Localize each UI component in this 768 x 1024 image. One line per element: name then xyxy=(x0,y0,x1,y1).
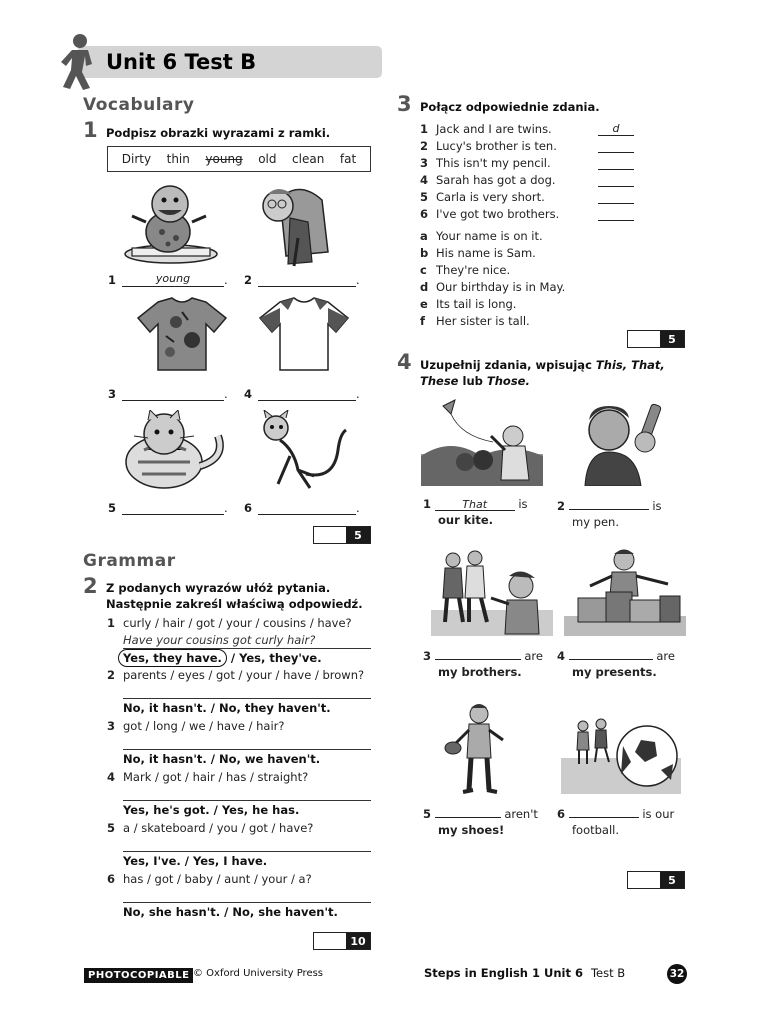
pen-icon xyxy=(567,396,685,486)
fill-item-3: 3 are my brothers. xyxy=(423,646,543,680)
clean-tshirt-icon xyxy=(258,296,350,378)
option[interactable]: Yes, he's got. xyxy=(123,803,210,817)
publisher-credit: © Oxford University Press xyxy=(193,968,324,979)
fill-answer[interactable] xyxy=(435,646,521,660)
model-answer: Have your cousins got curly hair? xyxy=(123,633,316,647)
answer-line[interactable] xyxy=(122,500,224,515)
exercise-3-number: 3 xyxy=(397,92,412,116)
presents-icon xyxy=(564,546,686,636)
exercise-3-instruction: Połącz odpowiednie zdania. xyxy=(420,100,600,114)
match-answer[interactable] xyxy=(598,139,634,153)
circled-option[interactable]: Yes, they have. xyxy=(118,649,227,667)
grammar-question-6: 6 has / got / baby / aunt / your / a? xyxy=(107,872,312,886)
person-logo-icon xyxy=(52,32,104,96)
fill-item-4: 4 are my presents. xyxy=(557,646,675,680)
word: thin xyxy=(166,152,190,166)
fill-answer[interactable] xyxy=(569,496,649,510)
exercise-1-instruction: Podpisz obrazki wyrazami z ramki. xyxy=(106,126,331,140)
option[interactable]: No, she hasn't. xyxy=(123,905,221,919)
photocopiable-badge: PHOTOCOPIABLE xyxy=(84,968,193,983)
grammar-question-2: 2 parents / eyes / got / your / have / brown? xyxy=(107,668,365,682)
answer-line[interactable] xyxy=(258,500,356,515)
option[interactable]: / Yes, he has. xyxy=(213,803,300,817)
score-box-ex2: 10 xyxy=(313,932,371,950)
answer-options-5 xyxy=(123,854,267,868)
word: Dirty xyxy=(121,152,152,166)
fill-answer[interactable] xyxy=(569,804,639,818)
sentence-row: 6 I've got two brothers. xyxy=(420,207,680,224)
match-answer[interactable] xyxy=(598,173,634,187)
answer-line[interactable] xyxy=(123,902,371,903)
page-number: 32 xyxy=(667,964,687,984)
exercise-4-number: 4 xyxy=(397,350,412,374)
exercise-1-number: 1 xyxy=(83,118,98,142)
exercise-2-number: 2 xyxy=(83,574,98,598)
fill-item-2: 2 is my pen. xyxy=(557,496,662,530)
word: clean xyxy=(292,152,325,166)
sentence-row: 4 Sarah has got a dog. xyxy=(420,173,680,190)
score-box-ex3: 5 xyxy=(627,330,685,348)
fill-item-6: 6 is our football. xyxy=(557,804,674,838)
old-woman-icon xyxy=(246,182,352,272)
fill-answer[interactable] xyxy=(435,804,501,818)
vocab-answer-3: 3 . xyxy=(108,387,228,401)
option[interactable]: No, it hasn't. xyxy=(123,701,207,715)
grammar-question-1: 1 curly / hair / got / your / cousins / have? xyxy=(107,616,352,630)
vocabulary-heading: Vocabulary xyxy=(83,95,195,115)
sentence-row: 5 Carla is very short. xyxy=(420,190,680,207)
option[interactable]: No, it hasn't. xyxy=(123,752,207,766)
match-answer[interactable] xyxy=(598,207,634,221)
option-row: f Her sister is tall. xyxy=(420,314,530,328)
option[interactable]: / Yes, I have. xyxy=(184,854,268,868)
option-row: b His name is Sam. xyxy=(420,246,536,260)
option-row: c They're nice. xyxy=(420,263,511,277)
answer-line[interactable] xyxy=(122,386,224,401)
sentence-row: 2 Lucy's brother is ten. xyxy=(420,139,680,156)
answer-line[interactable] xyxy=(258,272,356,287)
answer-line[interactable] xyxy=(123,851,371,852)
score-box-ex4: 5 xyxy=(627,871,685,889)
answer-line[interactable] xyxy=(123,749,371,750)
word: old xyxy=(258,152,277,166)
vocab-answer-5: 5 . xyxy=(108,501,228,515)
fill-answer[interactable] xyxy=(569,646,653,660)
shoes-icon xyxy=(441,702,513,796)
fill-answer[interactable]: That xyxy=(435,497,515,511)
option-row: e Its tail is long. xyxy=(420,297,517,311)
sentence-row: 1 Jack and I are twins. d xyxy=(420,122,680,139)
answer-options-2 xyxy=(123,701,331,715)
exercise-4-instruction: Uzupełnij zdania, wpisując This, That, These lub Those. xyxy=(420,358,665,388)
answer-options-6 xyxy=(123,905,338,919)
option[interactable]: / No, they haven't. xyxy=(210,701,331,715)
answer-options-3 xyxy=(123,752,320,766)
score-box-ex1: 5 xyxy=(313,526,371,544)
option[interactable]: / No, we haven't. xyxy=(210,752,321,766)
book-title: Steps in English 1 Unit 6 Test B xyxy=(424,966,626,980)
option-row: a Your name is on it. xyxy=(420,229,543,243)
dirty-tshirt-icon xyxy=(136,296,228,378)
football-icon xyxy=(561,706,681,794)
answer-options-4 xyxy=(123,803,299,817)
fill-item-1: 1 That is our kite. xyxy=(423,497,528,527)
vocab-answer-4: 4 . xyxy=(244,387,360,401)
answer-line[interactable]: young xyxy=(122,272,224,287)
exercise-2-instruction: Z podanych wyrazów ułóż pytania. Następnie zakreśl właściwą odpowiedź. xyxy=(106,581,363,611)
option-list xyxy=(420,229,680,331)
option[interactable]: / Yes, they've. xyxy=(230,651,322,665)
answer-options-1 xyxy=(118,651,322,665)
match-answer[interactable] xyxy=(598,156,634,170)
vocab-answer-2: 2 . xyxy=(244,273,360,287)
word-struck: young xyxy=(205,152,243,166)
sentence-row: 3 This isn't my pencil. xyxy=(420,156,680,173)
option[interactable]: Yes, I've. xyxy=(123,854,181,868)
sentence-list xyxy=(420,122,680,224)
page-title: Unit 6 Test B xyxy=(106,50,257,74)
answer-line[interactable] xyxy=(123,800,371,801)
word-box xyxy=(107,146,371,172)
kite-icon xyxy=(421,396,543,486)
fill-item-5: 5 aren't my shoes! xyxy=(423,804,538,838)
option[interactable]: / No, she haven't. xyxy=(224,905,338,919)
baby-icon xyxy=(118,182,224,272)
vocab-answer-6: 6 . xyxy=(244,501,360,515)
match-answer[interactable] xyxy=(598,190,634,204)
vocab-answer-1: 1 young . xyxy=(108,272,228,287)
option-row: d Our birthday is in May. xyxy=(420,280,566,294)
answer-line[interactable] xyxy=(258,386,356,401)
grammar-heading: Grammar xyxy=(83,551,176,571)
brothers-icon xyxy=(431,546,553,636)
grammar-question-4: 4 Mark / got / hair / has / straight? xyxy=(107,770,309,784)
match-answer[interactable]: d xyxy=(598,122,634,136)
grammar-question-3: 3 got / long / we / have / hair? xyxy=(107,719,285,733)
grammar-question-5: 5 a / skateboard / you / got / have? xyxy=(107,821,314,835)
fat-cat-icon xyxy=(114,410,230,496)
thin-cat-icon xyxy=(254,410,354,496)
word: fat xyxy=(339,152,357,166)
answer-line[interactable] xyxy=(123,698,371,699)
